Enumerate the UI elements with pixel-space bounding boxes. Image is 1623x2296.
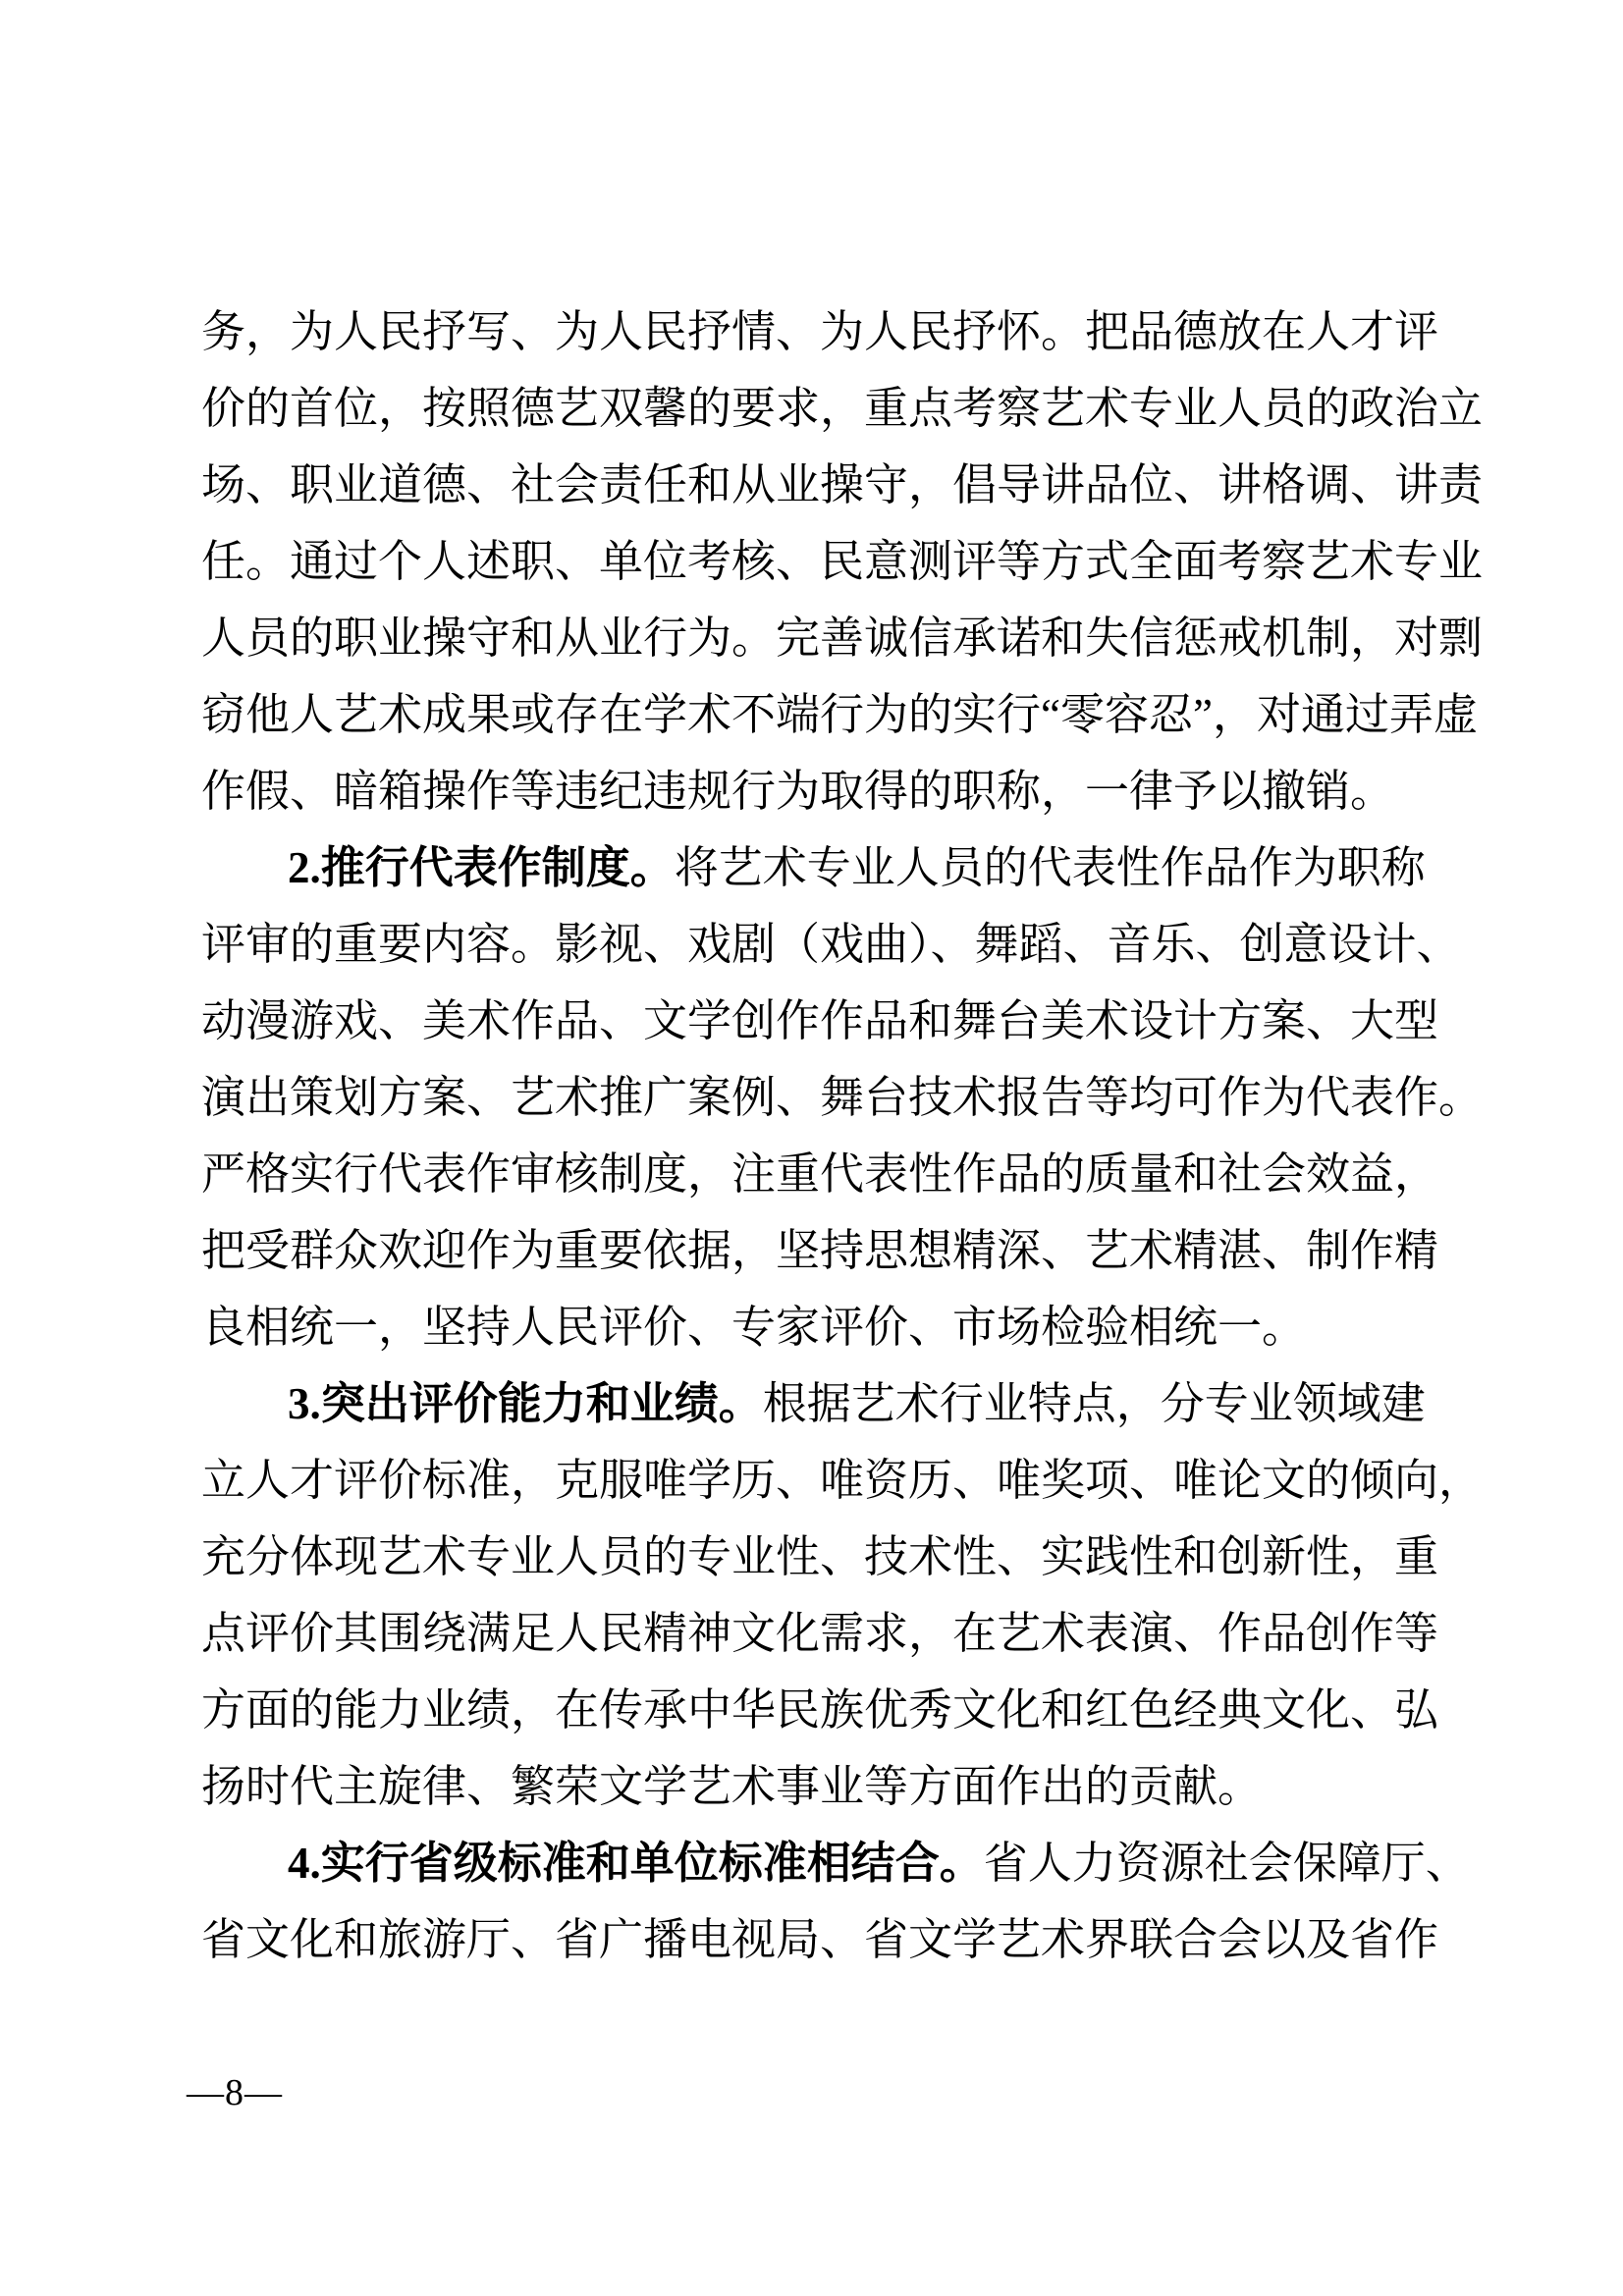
text-line xyxy=(201,294,1439,370)
text-line xyxy=(201,753,1411,829)
body-run: 把受群众欢迎作为重要依据，坚持思想精深、艺术精湛、制作精 xyxy=(201,1226,1439,1275)
text-line xyxy=(201,370,1484,447)
body-run: 省文化和旅游厅、省广播电视局、省文学艺术界联合会以及省作 xyxy=(201,1915,1439,1964)
body-run: 严格实行代表作审核制度，注重代表性作品的质量和社会效益， xyxy=(201,1149,1439,1199)
text-line xyxy=(201,829,1426,906)
body-run: 窃他人艺术成果或存在学术不端行为的实行“零容忍”，对通过弄虚 xyxy=(201,690,1478,739)
body-run: 作假、暗箱操作等违纪违规行为取得的职称，一律予以撤销。 xyxy=(201,767,1395,816)
text-line xyxy=(201,1365,1426,1442)
body-run: 方面的能力业绩，在传承中华民族优秀文化和红色经典文化、弘 xyxy=(201,1685,1439,1735)
heading-run: 4.实行省级标准和单位标准相结合。 xyxy=(288,1839,984,1888)
body-run: 根据艺术行业特点，分专业领域建 xyxy=(762,1379,1426,1428)
text-line xyxy=(201,1825,1470,1901)
body-run: 扬时代主旋律、繁荣文学艺术事业等方面作出的贡献。 xyxy=(201,1762,1263,1811)
body-run: 立人才评价标准，克服唯学历、唯资历、唯奖项、唯论文的倾向， xyxy=(201,1456,1484,1505)
heading-run: 2.推行代表作制度。 xyxy=(288,843,675,892)
body-run: 场、职业道德、社会责任和从业操守，倡导讲品位、讲格调、讲责 xyxy=(201,460,1484,509)
body-run: 价的首位，按照德艺双馨的要求，重点考察艺术专业人员的政治立 xyxy=(201,384,1484,433)
text-line xyxy=(201,447,1484,523)
text-line xyxy=(201,983,1439,1059)
text-line xyxy=(201,1059,1484,1136)
page-number: —8— xyxy=(187,2072,283,2113)
text-line xyxy=(201,1748,1411,1825)
body-run: 动漫游戏、美术作品、文学创作作品和舞台美术设计方案、大型 xyxy=(201,996,1439,1045)
body-run: 务，为人民抒写、为人民抒情、为人民抒怀。把品德放在人才评 xyxy=(201,307,1439,356)
body-run: 良相统一，坚持人民评价、专家评价、市场检验相统一。 xyxy=(201,1303,1307,1352)
text-line xyxy=(201,1519,1439,1595)
body-run: 省人力资源社会保障厅、 xyxy=(983,1839,1470,1888)
text-line xyxy=(201,676,1478,753)
body-run: 充分体现艺术专业人员的专业性、技术性、实践性和创新性，重 xyxy=(201,1532,1439,1581)
body-run: 人员的职业操守和从业行为。完善诚信承诺和失信惩戒机制，对剽 xyxy=(201,614,1484,663)
text-line xyxy=(201,1289,1411,1365)
text-line xyxy=(201,1672,1439,1748)
document-body xyxy=(201,294,1484,1978)
text-line xyxy=(201,523,1484,600)
body-run: 任。通过个人述职、单位考核、民意测评等方式全面考察艺术专业 xyxy=(201,537,1484,586)
text-line xyxy=(201,1136,1439,1212)
body-run: 演出策划方案、艺术推广案例、舞台技术报告等均可作为代表作。 xyxy=(201,1073,1484,1122)
text-line xyxy=(201,906,1461,983)
text-line xyxy=(201,1595,1439,1672)
text-line xyxy=(201,1442,1484,1519)
body-run: 评审的重要内容。影视、戏剧（戏曲）、舞蹈、音乐、创意设计、 xyxy=(201,920,1461,969)
body-run: 点评价其围绕满足人民精神文化需求，在艺术表演、作品创作等 xyxy=(201,1609,1439,1658)
text-line xyxy=(201,1901,1439,1978)
text-line xyxy=(201,600,1484,676)
heading-run: 3.突出评价能力和业绩。 xyxy=(288,1379,763,1428)
text-line xyxy=(201,1212,1439,1289)
body-run: 将艺术专业人员的代表性作品作为职称 xyxy=(674,843,1426,892)
